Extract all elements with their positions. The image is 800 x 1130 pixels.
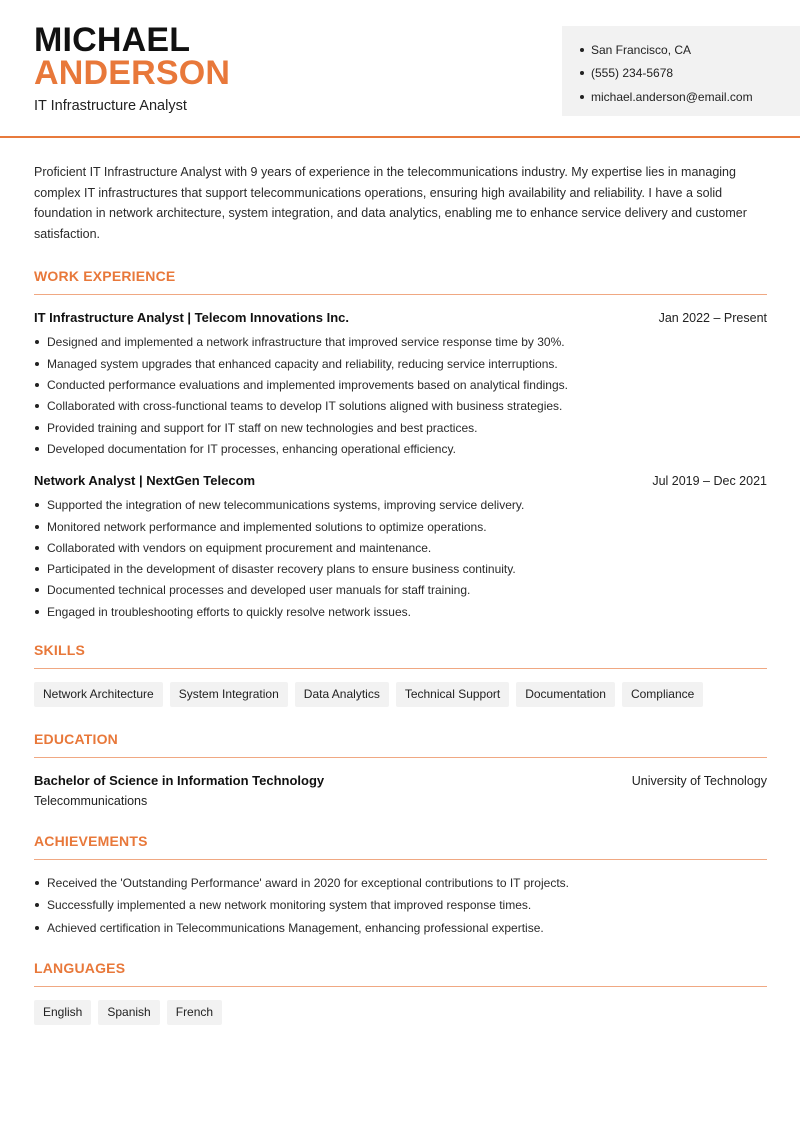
skill-tags xyxy=(34,682,767,707)
last-name: ANDERSON xyxy=(34,54,231,92)
bullet-icon xyxy=(35,404,39,408)
job-bullets xyxy=(34,332,767,460)
education-entry xyxy=(34,773,767,808)
education-degree: Bachelor of Science in Information Technology xyxy=(34,773,325,789)
language-tags xyxy=(34,1000,767,1025)
list-item xyxy=(34,871,767,894)
bullet-icon xyxy=(580,71,584,75)
list-item xyxy=(34,396,767,417)
list-item xyxy=(34,495,767,516)
bullet-icon xyxy=(35,447,39,451)
section-divider xyxy=(34,757,767,758)
job-dates: Jan 2022 – Present xyxy=(658,310,767,325)
achievements-section xyxy=(34,833,767,939)
list-item-text: Received the 'Outstanding Performance' award in 2020 for exceptional contributions to IT projects. xyxy=(47,875,569,890)
bullet-icon xyxy=(35,426,39,430)
list-item xyxy=(34,374,767,395)
job-role: Network Analyst | NextGen Telecom xyxy=(34,472,256,488)
section-divider xyxy=(34,294,767,295)
list-item xyxy=(34,417,767,438)
section-title-achievements: ACHIEVEMENTS xyxy=(34,833,148,850)
list-item xyxy=(34,537,767,558)
list-item xyxy=(34,601,767,622)
contact-email-text: michael.anderson@email.com xyxy=(591,89,753,104)
list-item-text: Achieved certification in Telecommunications Management, enhancing professional expertise. xyxy=(47,920,544,935)
list-item xyxy=(34,916,767,939)
list-item-text: Documented technical processes and developed user manuals for staff training. xyxy=(47,583,471,598)
list-item-text: Participated in the development of disaster recovery plans to ensure business continuity. xyxy=(47,562,516,577)
job-title: IT Infrastructure Analyst xyxy=(34,98,187,114)
bullet-icon xyxy=(35,503,39,507)
bullet-icon xyxy=(35,383,39,387)
skill-tag: Compliance xyxy=(622,682,703,707)
resume-body xyxy=(34,162,767,1025)
list-item xyxy=(34,353,767,374)
section-divider xyxy=(34,986,767,987)
list-item-text: Provided training and support for IT staff on new technologies and best practices. xyxy=(47,420,478,435)
list-item-text: Monitored network performance and implemented solutions to optimize operations. xyxy=(47,519,487,534)
list-item xyxy=(34,332,767,353)
resume-header xyxy=(0,0,800,138)
bullet-icon xyxy=(35,881,39,885)
language-tag: English xyxy=(34,1000,91,1025)
work-section xyxy=(34,268,767,623)
bullet-icon xyxy=(35,340,39,344)
skill-tag: System Integration xyxy=(170,682,288,707)
section-title-languages: LANGUAGES xyxy=(34,959,126,976)
achievement-list xyxy=(34,871,767,939)
bullet-icon xyxy=(35,903,39,907)
list-item-text: Conducted performance evaluations and implemented improvements based on analytical findings. xyxy=(47,378,568,393)
education-field: Telecommunications xyxy=(34,794,148,809)
section-divider xyxy=(34,859,767,860)
contact-phone-text: (555) 234-5678 xyxy=(591,66,674,81)
summary: Proficient IT Infrastructure Analyst with 9 years of experience in the telecommunications industry. My expertise lies in managing complex IT infrastructures that support telecommunications operations, ensuring high availability and reliability. I have a solid foundation in network architecture, system integration, and data analytics, enabling me to enhance service delivery and customer satisfaction. xyxy=(34,165,747,242)
job-dates: Jul 2019 – Dec 2021 xyxy=(652,473,767,488)
list-item-text: Engaged in troubleshooting efforts to quickly resolve network issues. xyxy=(47,604,411,619)
section-title-education: EDUCATION xyxy=(34,731,118,748)
education-section xyxy=(34,731,767,808)
section-title-work: WORK EXPERIENCE xyxy=(34,267,176,284)
bullet-icon xyxy=(35,525,39,529)
contact-box xyxy=(562,26,800,116)
contact-location-text: San Francisco, CA xyxy=(591,42,692,57)
list-item-text: Managed system upgrades that enhanced capacity and reliability, reducing service interruptions. xyxy=(47,356,558,371)
skill-tag: Network Architecture xyxy=(34,682,163,707)
contact-location xyxy=(580,38,800,62)
list-item-text: Collaborated with vendors on equipment procurement and maintenance. xyxy=(47,540,432,555)
bullet-icon xyxy=(35,567,39,571)
job-bullets xyxy=(34,495,767,623)
contact-email xyxy=(580,85,800,109)
education-school: University of Technology xyxy=(631,774,767,789)
list-item xyxy=(34,558,767,579)
language-tag: Spanish xyxy=(98,1000,159,1025)
list-item xyxy=(34,438,767,459)
bullet-icon xyxy=(35,546,39,550)
list-item-text: Supported the integration of new telecommunications systems, improving service delivery. xyxy=(47,498,525,513)
list-item xyxy=(34,580,767,601)
name-block xyxy=(34,21,231,114)
bullet-icon xyxy=(35,926,39,930)
bullet-icon xyxy=(580,48,584,52)
section-divider xyxy=(34,668,767,669)
section-title-skills: SKILLS xyxy=(34,642,85,659)
bullet-icon xyxy=(35,588,39,592)
skill-tag: Documentation xyxy=(516,682,615,707)
skills-section xyxy=(34,642,767,707)
list-item-text: Successfully implemented a new network monitoring system that improved response times. xyxy=(47,898,532,913)
list-item xyxy=(34,894,767,917)
list-item-text: Designed and implemented a network infrastructure that improved service response time by 30%. xyxy=(47,335,565,350)
contact-phone xyxy=(580,62,800,86)
job-entry xyxy=(34,473,767,623)
first-name: MICHAEL xyxy=(34,21,191,59)
skill-tag: Technical Support xyxy=(396,682,509,707)
language-tag: French xyxy=(167,1000,222,1025)
list-item-text: Collaborated with cross-functional teams to develop IT solutions aligned with business strategies. xyxy=(47,399,563,414)
job-entry xyxy=(34,310,767,460)
bullet-icon xyxy=(580,95,584,99)
bullet-icon xyxy=(35,362,39,366)
skill-tag: Data Analytics xyxy=(295,682,389,707)
bullet-icon xyxy=(35,610,39,614)
list-item-text: Developed documentation for IT processes, enhancing operational efficiency. xyxy=(47,441,456,456)
languages-section xyxy=(34,960,767,1025)
job-role: IT Infrastructure Analyst | Telecom Innovations Inc. xyxy=(34,309,349,325)
list-item xyxy=(34,516,767,537)
